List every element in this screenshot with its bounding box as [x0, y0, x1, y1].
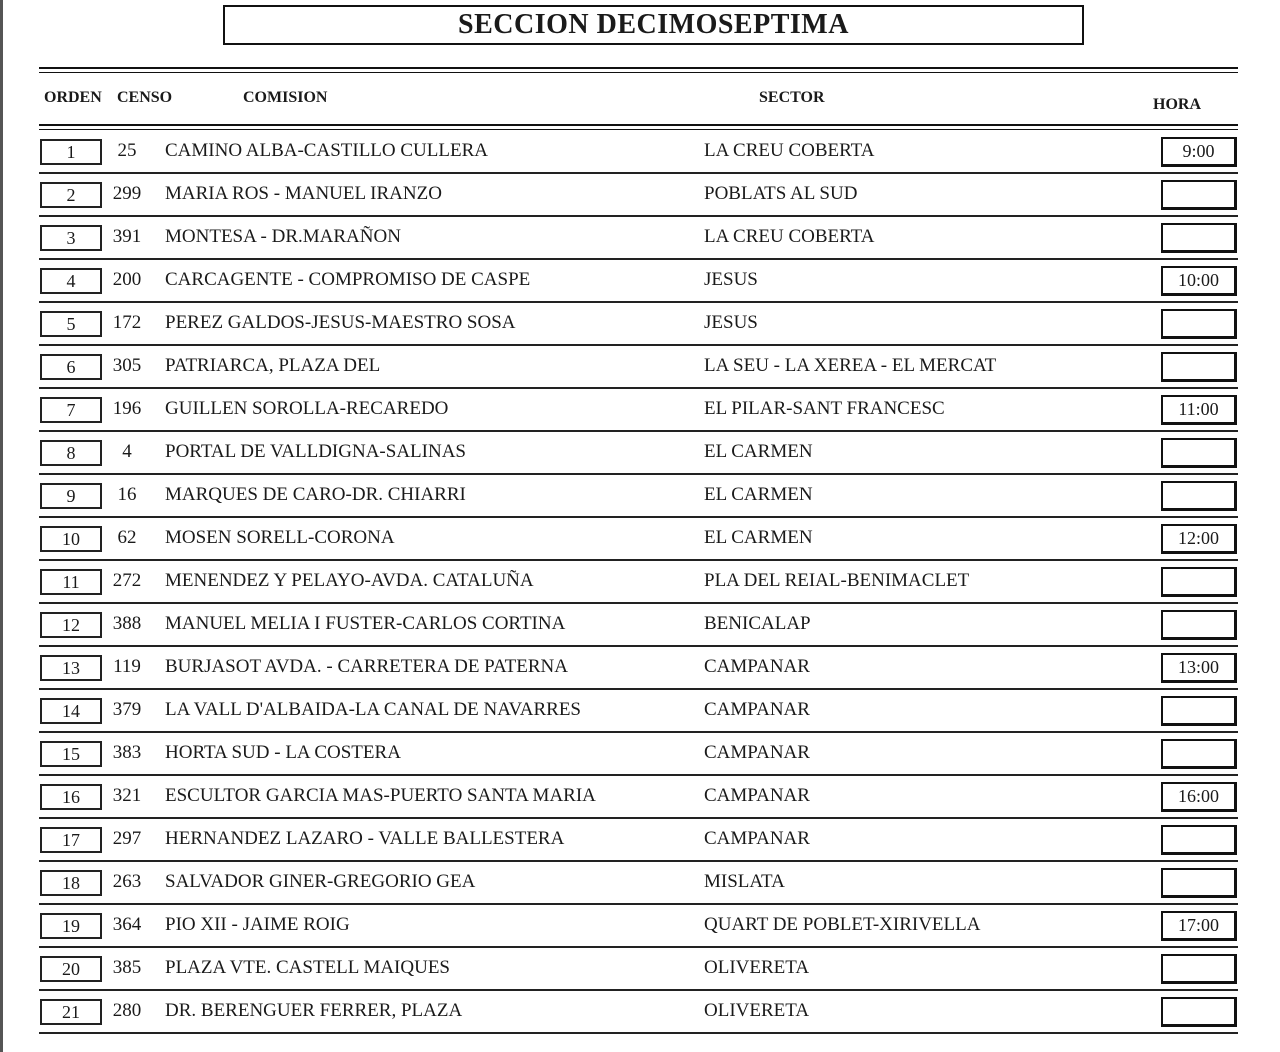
hora-cell: 10:00 [1161, 266, 1237, 296]
table-row [39, 561, 1238, 604]
table-row [39, 303, 1238, 346]
table-row [39, 991, 1238, 1034]
table-row [39, 217, 1238, 260]
censo-cell: 305 [112, 355, 142, 376]
sector-cell: EL CARMEN [704, 484, 813, 505]
sector-cell: LA CREU COBERTA [704, 226, 875, 247]
orden-cell: 18 [40, 870, 102, 896]
orden-cell: 12 [40, 612, 102, 638]
hora-cell: 17:00 [1161, 911, 1237, 941]
table-row [39, 819, 1238, 862]
hora-cell [1161, 481, 1237, 511]
orden-cell: 2 [40, 182, 102, 208]
comision-cell: MOSEN SORELL-CORONA [165, 527, 395, 548]
censo-cell: 388 [112, 613, 142, 634]
censo-cell: 16 [117, 484, 137, 505]
sector-cell: POBLATS AL SUD [704, 183, 858, 204]
header-bottom-rule [39, 124, 1238, 126]
comision-cell: MARQUES DE CARO-DR. CHIARRI [165, 484, 466, 505]
orden-cell: 6 [40, 354, 102, 380]
table-row [39, 174, 1238, 217]
hora-cell: 16:00 [1161, 782, 1237, 812]
comision-cell: BURJASOT AVDA. - CARRETERA DE PATERNA [165, 656, 568, 677]
orden-cell: 11 [40, 569, 102, 595]
orden-cell: 20 [40, 956, 102, 982]
hora-cell: 12:00 [1161, 524, 1237, 554]
header-sector: SECTOR [759, 89, 825, 106]
comision-cell: HORTA SUD - LA COSTERA [165, 742, 401, 763]
hora-cell: 13:00 [1161, 653, 1237, 683]
header-hora: HORA [1153, 96, 1201, 113]
orden-cell: 13 [40, 655, 102, 681]
sector-cell: PLA DEL REIAL-BENIMACLET [704, 570, 970, 591]
censo-cell: 383 [112, 742, 142, 763]
sector-cell: EL CARMEN [704, 441, 813, 462]
header-bottom-rule-thin [39, 129, 1238, 130]
hora-cell [1161, 868, 1237, 898]
row-divider [39, 1032, 1238, 1034]
orden-cell: 8 [40, 440, 102, 466]
censo-cell: 25 [117, 140, 137, 161]
orden-cell: 17 [40, 827, 102, 853]
comision-cell: MANUEL MELIA I FUSTER-CARLOS CORTINA [165, 613, 566, 634]
hora-cell [1161, 610, 1237, 640]
orden-cell: 14 [40, 698, 102, 724]
orden-cell: 9 [40, 483, 102, 509]
sector-cell: JESUS [704, 312, 758, 333]
page-left-edge [0, 0, 3, 1052]
sector-cell: CAMPANAR [704, 785, 810, 806]
sector-cell: CAMPANAR [704, 828, 810, 849]
censo-cell: 299 [112, 183, 142, 204]
comision-cell: HERNANDEZ LAZARO - VALLE BALLESTERA [165, 828, 565, 849]
comision-cell: ESCULTOR GARCIA MAS-PUERTO SANTA MARIA [165, 785, 596, 806]
table-row [39, 131, 1238, 174]
censo-cell: 119 [113, 656, 141, 677]
comision-cell: GUILLEN SOROLLA-RECAREDO [165, 398, 449, 419]
censo-cell: 272 [112, 570, 142, 591]
comision-cell: DR. BERENGUER FERRER, PLAZA [165, 1000, 463, 1021]
table-row [39, 948, 1238, 991]
table-row [39, 518, 1238, 561]
header-orden: ORDEN [44, 89, 102, 106]
sector-cell: CAMPANAR [704, 699, 810, 720]
sector-cell: MISLATA [704, 871, 785, 892]
header-comision: COMISION [243, 89, 328, 106]
orden-cell: 1 [40, 139, 102, 165]
hora-cell [1161, 223, 1237, 253]
hora-cell [1161, 739, 1237, 769]
hora-cell [1161, 954, 1237, 984]
sector-cell: LA CREU COBERTA [704, 140, 875, 161]
sector-cell: LA SEU - LA XEREA - EL MERCAT [704, 355, 997, 376]
table-row [39, 733, 1238, 776]
orden-cell: 7 [40, 397, 102, 423]
orden-cell: 5 [40, 311, 102, 337]
censo-cell: 385 [112, 957, 142, 978]
header-top-rule [39, 67, 1238, 69]
sector-cell: CAMPANAR [704, 742, 810, 763]
table-row [39, 647, 1238, 690]
comision-cell: MENENDEZ Y PELAYO-AVDA. CATALUÑA [165, 570, 534, 591]
comision-cell: PATRIARCA, PLAZA DEL [165, 355, 381, 376]
orden-cell: 21 [40, 999, 102, 1025]
censo-cell: 200 [112, 269, 142, 290]
censo-cell: 172 [112, 312, 142, 333]
censo-cell: 379 [112, 699, 142, 720]
table-row [39, 604, 1238, 647]
orden-cell: 16 [40, 784, 102, 810]
hora-cell [1161, 438, 1237, 468]
censo-cell: 364 [112, 914, 142, 935]
hora-cell: 11:00 [1161, 395, 1237, 425]
orden-cell: 10 [40, 526, 102, 552]
table-row [39, 432, 1238, 475]
table-row [39, 690, 1238, 733]
censo-cell: 4 [122, 441, 132, 462]
sector-cell: OLIVERETA [704, 957, 810, 978]
orden-cell: 4 [40, 268, 102, 294]
comision-cell: SALVADOR GINER-GREGORIO GEA [165, 871, 476, 892]
header-top-rule-thin [39, 72, 1238, 73]
censo-cell: 391 [112, 226, 142, 247]
censo-cell: 263 [112, 871, 142, 892]
comision-cell: MARIA ROS - MANUEL IRANZO [165, 183, 442, 204]
hora-cell [1161, 825, 1237, 855]
table-row [39, 346, 1238, 389]
section-title: SECCION DECIMOSEPTIMA [223, 5, 1084, 45]
hora-cell [1161, 997, 1237, 1027]
hora-cell [1161, 567, 1237, 597]
hora-cell: 9:00 [1161, 137, 1237, 167]
comision-cell: PORTAL DE VALLDIGNA-SALINAS [165, 441, 466, 462]
orden-cell: 15 [40, 741, 102, 767]
censo-cell: 297 [112, 828, 142, 849]
sector-cell: BENICALAP [704, 613, 811, 634]
sector-cell: JESUS [704, 269, 758, 290]
orden-cell: 3 [40, 225, 102, 251]
comision-cell: PEREZ GALDOS-JESUS-MAESTRO SOSA [165, 312, 516, 333]
sector-cell: CAMPANAR [704, 656, 810, 677]
sector-cell: OLIVERETA [704, 1000, 810, 1021]
table-row [39, 475, 1238, 518]
hora-cell [1161, 352, 1237, 382]
hora-cell [1161, 309, 1237, 339]
comision-cell: CAMINO ALBA-CASTILLO CULLERA [165, 140, 488, 161]
table-row [39, 260, 1238, 303]
table-row [39, 776, 1238, 819]
comision-cell: PIO XII - JAIME ROIG [165, 914, 350, 935]
sector-cell: EL PILAR-SANT FRANCESC [704, 398, 945, 419]
sector-cell: QUART DE POBLET-XIRIVELLA [704, 914, 981, 935]
censo-cell: 321 [112, 785, 142, 806]
hora-cell [1161, 696, 1237, 726]
comision-cell: MONTESA - DR.MARAÑON [165, 226, 401, 247]
table-row [39, 905, 1238, 948]
table-row [39, 389, 1238, 432]
header-censo: CENSO [117, 89, 173, 106]
comision-cell: PLAZA VTE. CASTELL MAIQUES [165, 957, 450, 978]
censo-cell: 280 [112, 1000, 142, 1021]
orden-cell: 19 [40, 913, 102, 939]
censo-cell: 62 [117, 527, 137, 548]
censo-cell: 196 [112, 398, 142, 419]
sector-cell: EL CARMEN [704, 527, 813, 548]
table-row [39, 862, 1238, 905]
hora-cell [1161, 180, 1237, 210]
comision-cell: LA VALL D'ALBAIDA-LA CANAL DE NAVARRES [165, 699, 581, 720]
comision-cell: CARCAGENTE - COMPROMISO DE CASPE [165, 269, 531, 290]
